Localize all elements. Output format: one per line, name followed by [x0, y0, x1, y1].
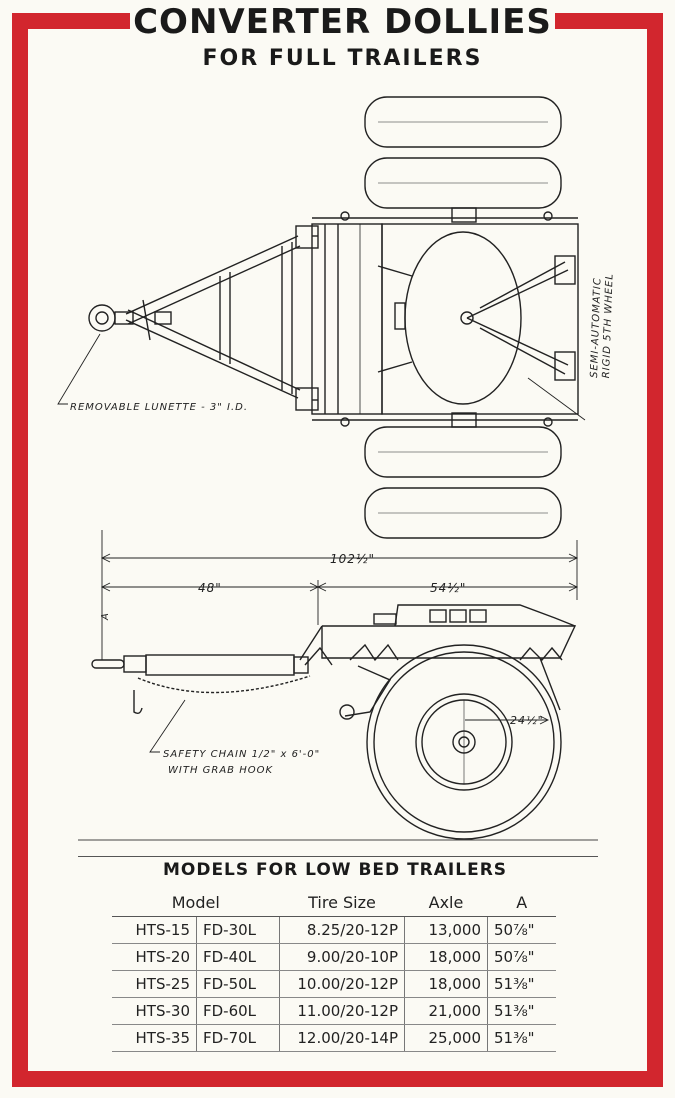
header-model: Model [112, 888, 280, 917]
wheel-radius-dimension: 24½" [510, 714, 544, 727]
table-title: MODELS FOR LOW BED TRAILERS [162, 860, 508, 880]
side-view-wheel [367, 645, 561, 839]
cell-a: 50⅞" [488, 917, 557, 944]
table-row [112, 917, 556, 944]
fifth-wheel-label-line2: RIGID 5TH WHEEL [600, 272, 616, 379]
table-header-row [112, 888, 556, 917]
side-view-body [322, 605, 575, 719]
header-axle: Axle [405, 888, 488, 917]
cell-model: HTS-35 [112, 1025, 197, 1052]
side-view-tongue [92, 626, 332, 675]
header-a: A [488, 888, 557, 917]
lunette-eye [89, 300, 171, 340]
page-title: CONVERTER DOLLIES [133, 2, 552, 42]
fifth-wheel [378, 232, 575, 404]
cell-fd: FD-40L [197, 944, 280, 971]
table-top-rule [78, 856, 598, 857]
models-table [112, 888, 556, 1052]
cell-a: 51⅜" [488, 1025, 557, 1052]
rear-length-dimension: 54½" [430, 581, 467, 595]
cell-a: 50⅞" [488, 944, 557, 971]
top-view-tires-upper [365, 97, 561, 222]
fifth-wheel-label-line1: SEMI-AUTOMATIC [589, 277, 604, 379]
cell-axle: 13,000 [405, 917, 488, 944]
cell-tire: 12.00/20-14P [280, 1025, 405, 1052]
cell-fd: FD-70L [197, 1025, 280, 1052]
header-tire-size: Tire Size [280, 888, 405, 917]
cell-tire: 11.00/20-12P [280, 998, 405, 1025]
cell-axle: 21,000 [405, 998, 488, 1025]
cell-model: HTS-25 [112, 971, 197, 998]
cell-fd: FD-60L [197, 998, 280, 1025]
table-row [112, 1025, 556, 1052]
cell-fd: FD-50L [197, 971, 280, 998]
cell-model: HTS-20 [112, 944, 197, 971]
lunette-label: REMOVABLE LUNETTE - 3" I.D. [70, 402, 249, 413]
top-view-tires-lower [365, 413, 561, 538]
top-view-chassis [312, 212, 578, 426]
cell-tire: 9.00/20-10P [280, 944, 405, 971]
overall-length-dimension: 102½" [330, 552, 376, 566]
red-border-bottom [12, 1071, 663, 1087]
cell-axle: 18,000 [405, 944, 488, 971]
page-subtitle: FOR FULL TRAILERS [202, 46, 483, 71]
grab-hook [134, 690, 142, 713]
table-row [112, 944, 556, 971]
cell-a: 51⅜" [488, 971, 557, 998]
height-a-marker: A [100, 612, 111, 620]
cell-a: 51⅜" [488, 998, 557, 1025]
safety-chain-label-line2: WITH GRAB HOOK [168, 765, 274, 776]
cell-fd: FD-30L [197, 917, 280, 944]
cell-tire: 10.00/20-12P [280, 971, 405, 998]
cell-model: HTS-15 [112, 917, 197, 944]
table-row [112, 971, 556, 998]
table-row [112, 998, 556, 1025]
cell-axle: 18,000 [405, 971, 488, 998]
front-length-dimension: 48" [198, 581, 222, 595]
safety-chain [138, 676, 310, 693]
cell-axle: 25,000 [405, 1025, 488, 1052]
safety-chain-label-line1: SAFETY CHAIN 1/2" x 6'-0" [163, 749, 321, 760]
cell-model: HTS-30 [112, 998, 197, 1025]
cell-tire: 8.25/20-12P [280, 917, 405, 944]
